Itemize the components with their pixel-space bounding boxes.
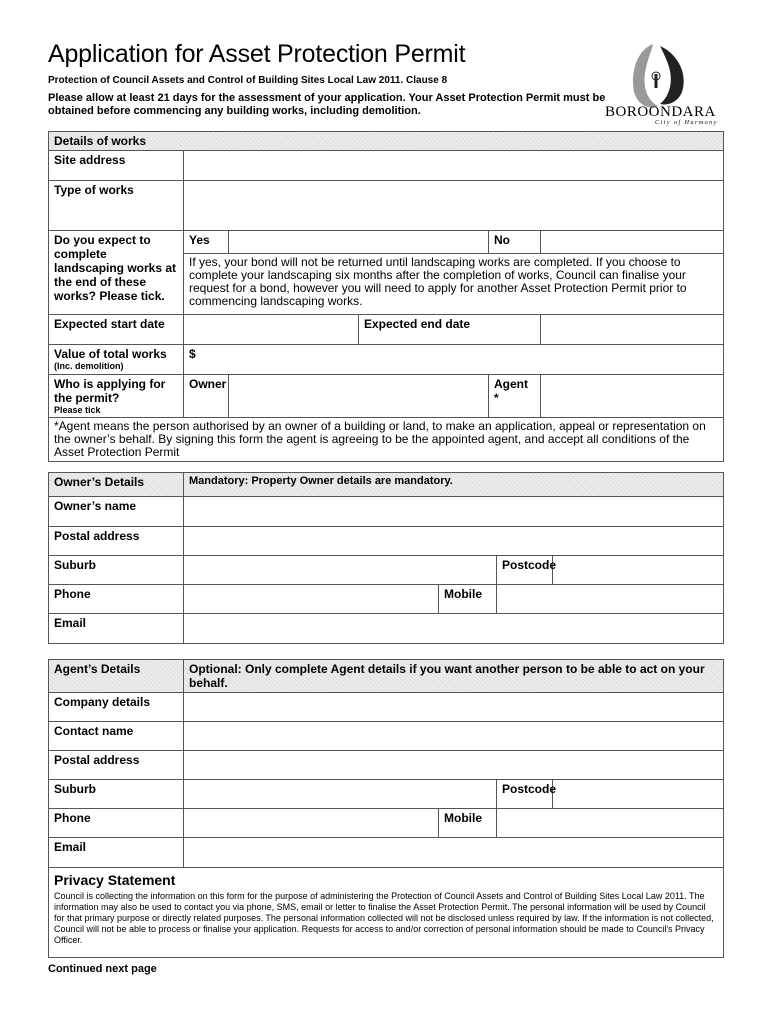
agents-company-field[interactable] bbox=[184, 693, 724, 722]
end-date-field[interactable] bbox=[541, 315, 724, 345]
details-of-works-table bbox=[48, 131, 724, 462]
owners-mobile-field[interactable] bbox=[497, 585, 724, 614]
agents-contact-label: Contact name bbox=[49, 722, 184, 751]
page-subtitle: Protection of Council Assets and Control of Building Sites Local Law 2011. Clause 8 bbox=[48, 75, 448, 86]
agents-details-heading: Agent’s Details bbox=[49, 660, 184, 693]
agents-postal-field[interactable] bbox=[184, 751, 724, 780]
agents-email-label: Email bbox=[49, 838, 184, 868]
logo-tagline: City of Harmony bbox=[655, 120, 718, 126]
privacy-title: Privacy Statement bbox=[54, 872, 176, 888]
landscaping-yes-label: Yes bbox=[184, 231, 229, 254]
assessment-notice: Please allow at least 21 days for the assessment of your application. Your Asset Protection Permit must be obtained before commencing any building works, including demolition. bbox=[48, 92, 606, 117]
owners-details-table bbox=[48, 472, 724, 644]
value-sublabel: (Inc. demolition) bbox=[54, 361, 124, 371]
agents-mobile-label: Mobile bbox=[439, 809, 497, 838]
agents-postcode-field[interactable] bbox=[553, 780, 724, 809]
owners-mobile-label: Mobile bbox=[439, 585, 497, 614]
value-field[interactable]: $ bbox=[184, 345, 724, 375]
agent-option-label: Agent * bbox=[489, 375, 541, 418]
agents-contact-field[interactable] bbox=[184, 722, 724, 751]
agents-company-label: Company details bbox=[49, 693, 184, 722]
agents-phone-field[interactable] bbox=[184, 809, 439, 838]
site-address-field[interactable] bbox=[184, 151, 724, 181]
agents-optional-note bbox=[184, 660, 724, 693]
owners-suburb-label: Suburb bbox=[49, 556, 184, 585]
page-title: Application for Asset Protection Permit bbox=[48, 40, 466, 68]
who-sublabel: Please tick bbox=[54, 405, 101, 415]
landscaping-no-label: No bbox=[489, 231, 541, 254]
owners-postcode-label: Postcode bbox=[497, 556, 553, 585]
agents-suburb-label: Suburb bbox=[49, 780, 184, 809]
owners-postcode-field[interactable] bbox=[553, 556, 724, 585]
logo-wordmark: BOROONDARA bbox=[605, 104, 716, 120]
agents-suburb-field[interactable] bbox=[184, 780, 497, 809]
privacy-statement bbox=[49, 868, 724, 958]
agent-definition-note: *Agent means the person authorised by an owner of a building or land, to make an application, appeal or representation on the owner’s behalf. By signing this form the agent is agreeing to be the appointed agent, and accept all conditions of the Asset Protection Permit bbox=[49, 418, 724, 462]
owner-option-checkbox[interactable] bbox=[229, 375, 489, 418]
owners-postal-field[interactable] bbox=[184, 527, 724, 556]
owners-email-label: Email bbox=[49, 614, 184, 644]
owners-postal-label: Postal address bbox=[49, 527, 184, 556]
agents-optional-text: Only complete Agent details if you want another person to be able to act on your behalf. bbox=[189, 662, 705, 690]
owners-name-label: Owner’s name bbox=[49, 497, 184, 527]
type-of-works-field[interactable] bbox=[184, 181, 724, 231]
agents-optional-label: Optional: bbox=[189, 662, 242, 676]
agents-phone-label: Phone bbox=[49, 809, 184, 838]
landscaping-no-checkbox[interactable] bbox=[541, 231, 724, 254]
continued-next-page: Continued next page bbox=[48, 963, 157, 975]
owners-suburb-field[interactable] bbox=[184, 556, 497, 585]
type-of-works-label: Type of works bbox=[49, 181, 184, 231]
details-of-works-heading: Details of works bbox=[49, 132, 724, 151]
owners-phone-field[interactable] bbox=[184, 585, 439, 614]
agents-email-field[interactable] bbox=[184, 838, 724, 868]
owners-mandatory-note: Mandatory: Property Owner details are mandatory. bbox=[184, 473, 724, 497]
start-date-field[interactable] bbox=[184, 315, 359, 345]
owners-name-field[interactable] bbox=[184, 497, 724, 527]
who-label: Who is applying for the permit? bbox=[54, 377, 166, 405]
landscaping-note: If yes, your bond will not be returned until landscaping works are completed. If you choose to complete your landscaping six months after the completion of works, Council can finalise your request for a bond, however you will need to apply for another Asset Protection Permit prior to commencing landscaping works. bbox=[184, 254, 724, 315]
value-label-cell bbox=[49, 345, 184, 375]
landscaping-question: Do you expect to complete landscaping works at the end of these works? Please tick. bbox=[49, 231, 184, 315]
agents-postal-label: Postal address bbox=[49, 751, 184, 780]
agents-postcode-label: Postcode bbox=[497, 780, 553, 809]
owner-option-label: Owner bbox=[184, 375, 229, 418]
owners-phone-label: Phone bbox=[49, 585, 184, 614]
landscaping-yes-checkbox[interactable] bbox=[229, 231, 489, 254]
agents-details-table bbox=[48, 659, 724, 958]
agent-option-checkbox[interactable] bbox=[541, 375, 724, 418]
agents-mobile-field[interactable] bbox=[497, 809, 724, 838]
end-date-label: Expected end date bbox=[359, 315, 541, 345]
owners-details-heading: Owner’s Details bbox=[49, 473, 184, 497]
privacy-text: Council is collecting the information on this form for the purpose of administering the Protection of Council Assets and Control of Building Sites Local Law 2011. The information may also be used to contact you via phone, SMS, email or letter to finalise the Asset Protection Permit. The personal information will be used by Council for that primary purpose or directly related purposes. The personal information collected will not be disclosed unless required by law. If the information is not collected, Council will not be able to process or finalise your application. Requests for access to and/or correction of personal information should be made to Council's Privacy Officer. bbox=[54, 891, 714, 945]
site-address-label: Site address bbox=[49, 151, 184, 181]
who-label-cell bbox=[49, 375, 184, 418]
owners-email-field[interactable] bbox=[184, 614, 724, 644]
value-label: Value of total works bbox=[54, 347, 167, 361]
start-date-label: Expected start date bbox=[49, 315, 184, 345]
